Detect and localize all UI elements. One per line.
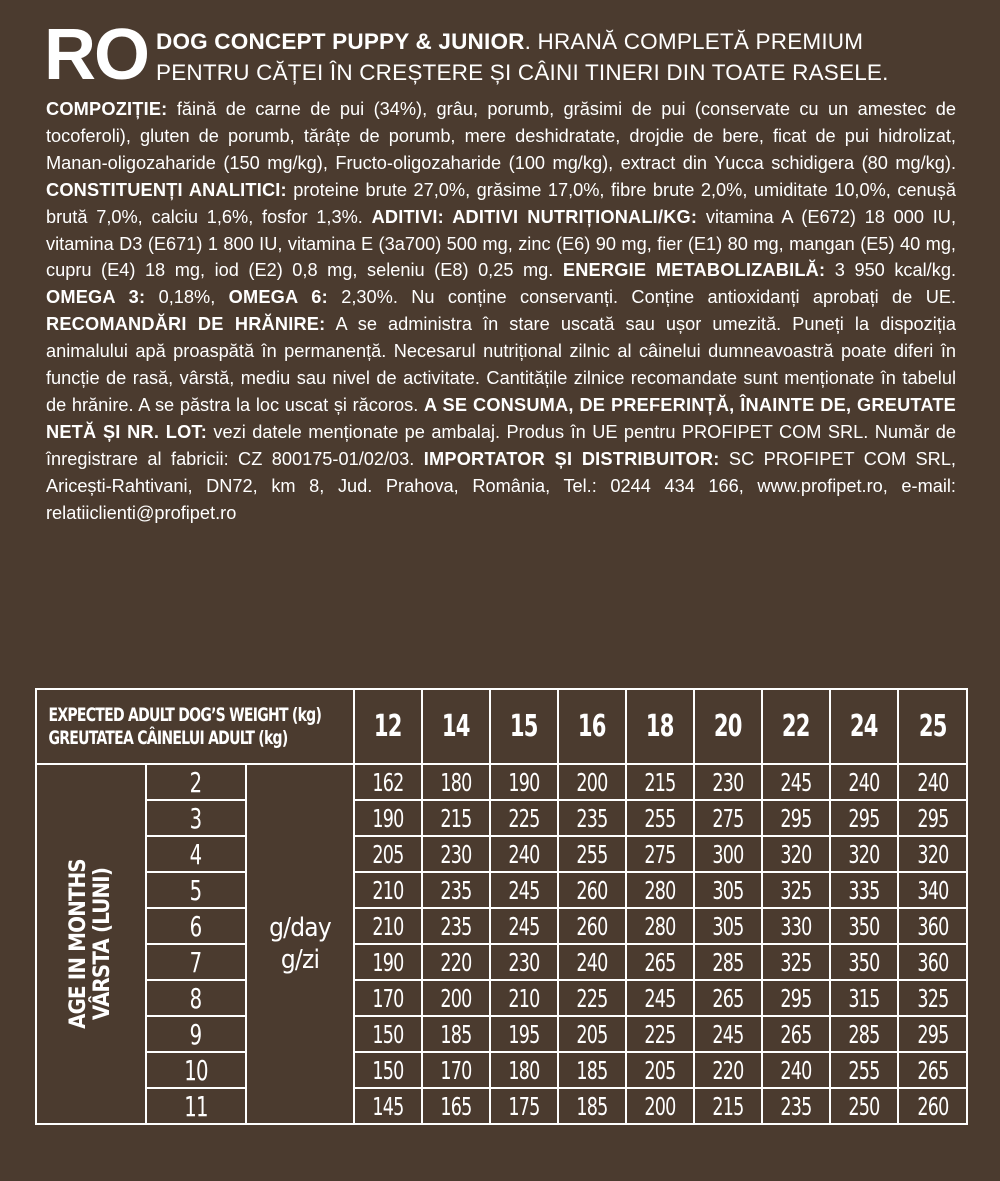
- feeding-label: RECOMANDĂRI DE HRĂNIRE:: [46, 314, 326, 335]
- table-row: [36, 836, 967, 872]
- portion-cell: [830, 1016, 898, 1052]
- weight-column-header: [558, 689, 626, 764]
- portion-cell: [558, 872, 626, 908]
- weight-value: 15: [510, 709, 538, 744]
- portion-value: 320: [848, 839, 880, 869]
- portion-cell: [354, 980, 422, 1016]
- portion-cell: [694, 1088, 762, 1124]
- portion-value: 240: [508, 839, 540, 869]
- age-cell: [146, 1052, 246, 1088]
- portion-value: 240: [916, 767, 949, 797]
- weight-column-header: [898, 689, 967, 764]
- age-value: 7: [190, 945, 202, 979]
- portion-value: 245: [712, 1019, 744, 1049]
- portion-cell: [694, 764, 762, 800]
- portion-value: 180: [508, 1055, 540, 1085]
- title-part-2: PENTRU CĂȚEI ÎN CREȘTERE ȘI CÂINI TINERI DIN TOATE RASELE.: [156, 60, 889, 85]
- portion-value: 295: [916, 1019, 949, 1049]
- portion-cell: [762, 944, 830, 980]
- portion-cell: [898, 1016, 967, 1052]
- portion-cell: [898, 980, 967, 1016]
- portion-value: 245: [780, 767, 812, 797]
- omega3-label: OMEGA 3:: [46, 287, 146, 308]
- weight-column-header: [490, 689, 558, 764]
- portion-value: 280: [644, 911, 676, 941]
- label-body-text: [46, 96, 956, 527]
- age-value: 3: [190, 801, 202, 835]
- age-value: 10: [184, 1053, 208, 1087]
- portion-cell: [490, 764, 558, 800]
- portion-cell: [490, 908, 558, 944]
- portion-value: 350: [848, 911, 880, 941]
- portion-value: 300: [712, 839, 744, 869]
- portion-value: 245: [508, 911, 540, 941]
- portion-value: 250: [848, 1091, 880, 1121]
- portion-value: 295: [780, 983, 812, 1013]
- portion-value: 260: [916, 1091, 949, 1121]
- portion-value: 145: [372, 1091, 404, 1121]
- portion-value: 305: [712, 911, 744, 941]
- weight-value: 16: [578, 709, 606, 744]
- importer-label: IMPORTATOR ȘI DISTRIBUITOR:: [423, 448, 720, 469]
- age-cell: [146, 800, 246, 836]
- portion-value: 260: [576, 911, 608, 941]
- portion-cell: [626, 764, 694, 800]
- portion-value: 180: [440, 767, 472, 797]
- portion-value: 165: [440, 1091, 472, 1121]
- table-row: [36, 872, 967, 908]
- table-row: [36, 764, 967, 800]
- portion-value: 280: [644, 875, 676, 905]
- weight-header-ro: GREUTATEA CÂINELUI ADULT (kg): [48, 726, 288, 749]
- title-part-1: . HRANĂ COMPLETĂ PREMIUM: [524, 29, 864, 54]
- portion-cell: [626, 944, 694, 980]
- portion-cell: [626, 1052, 694, 1088]
- portion-value: 230: [508, 947, 540, 977]
- portion-value: 330: [780, 911, 812, 941]
- portion-value: 260: [576, 875, 608, 905]
- portion-value: 185: [576, 1091, 608, 1121]
- portion-value: 275: [644, 839, 676, 869]
- portion-value: 275: [712, 803, 744, 833]
- table-header-row: [36, 689, 967, 764]
- portion-value: 170: [440, 1055, 472, 1085]
- portion-value: 230: [712, 767, 744, 797]
- portion-cell: [626, 1016, 694, 1052]
- portion-cell: [830, 800, 898, 836]
- portion-cell: [694, 836, 762, 872]
- portion-cell: [898, 908, 967, 944]
- age-cell: [146, 944, 246, 980]
- weight-value: 20: [714, 709, 742, 744]
- weight-column-header: [694, 689, 762, 764]
- portion-value: 295: [780, 803, 812, 833]
- portion-cell: [762, 836, 830, 872]
- age-cell: [146, 1088, 246, 1124]
- portion-value: 200: [576, 767, 608, 797]
- portion-value: 190: [508, 767, 540, 797]
- portion-cell: [558, 944, 626, 980]
- portion-cell: [490, 1088, 558, 1124]
- portion-cell: [354, 836, 422, 872]
- portion-value: 295: [916, 803, 949, 833]
- weight-column-header: [422, 689, 490, 764]
- age-value: 4: [190, 837, 202, 871]
- portion-value: 325: [780, 947, 812, 977]
- weight-value: 22: [782, 709, 810, 744]
- age-cell: [146, 764, 246, 800]
- portion-cell: [422, 800, 490, 836]
- age-value: 11: [184, 1089, 208, 1123]
- table-row: [36, 944, 967, 980]
- portion-cell: [830, 1052, 898, 1088]
- portion-cell: [558, 980, 626, 1016]
- age-axis-label: [36, 764, 146, 1124]
- portion-cell: [762, 1052, 830, 1088]
- weight-value: 25: [918, 709, 947, 744]
- portion-cell: [762, 1016, 830, 1052]
- portion-value: 215: [712, 1091, 744, 1121]
- portion-cell: [694, 872, 762, 908]
- portion-cell: [490, 1052, 558, 1088]
- portion-cell: [422, 836, 490, 872]
- portion-cell: [830, 836, 898, 872]
- portion-cell: [762, 800, 830, 836]
- portion-cell: [762, 764, 830, 800]
- weight-value: 24: [850, 709, 878, 744]
- portion-cell: [898, 836, 967, 872]
- portion-cell: [830, 764, 898, 800]
- portion-cell: [830, 980, 898, 1016]
- portion-value: 350: [848, 947, 880, 977]
- age-value: 5: [190, 873, 202, 907]
- energy-text: 3 950 kcal/kg.: [825, 260, 957, 281]
- portion-cell: [490, 980, 558, 1016]
- portion-value: 210: [372, 875, 404, 905]
- portion-value: 150: [372, 1019, 404, 1049]
- portion-cell: [558, 1052, 626, 1088]
- portion-cell: [354, 800, 422, 836]
- portion-value: 210: [508, 983, 540, 1013]
- portion-value: 190: [372, 947, 404, 977]
- product-name: DOG CONCEPT PUPPY & JUNIOR: [156, 29, 525, 54]
- portion-cell: [898, 800, 967, 836]
- portion-cell: [898, 872, 967, 908]
- portion-value: 162: [372, 767, 404, 797]
- portion-value: 320: [780, 839, 812, 869]
- composition-text: făină de carne de pui (34%), grâu, porumb, grăsimi de pui (conservate cu un amestec de tocoferoli), gluten de porumb, tărâțe de porumb, mere deshidratate, drojdie de bere, ficat de pui hidrolizat, Manan-oligozaharide (150 mg/kg), Fructo-oligozaharide (100 mg/kg), extract din Yucca schidigera (80 mg/kg).: [46, 99, 956, 173]
- age-value: 9: [190, 1017, 202, 1051]
- portion-cell: [354, 764, 422, 800]
- portion-value: 240: [848, 767, 880, 797]
- age-cell: [146, 908, 246, 944]
- portion-cell: [354, 1052, 422, 1088]
- portion-value: 170: [372, 983, 404, 1013]
- portion-value: 285: [848, 1019, 880, 1049]
- portion-cell: [626, 872, 694, 908]
- portion-cell: [354, 1088, 422, 1124]
- portion-cell: [558, 800, 626, 836]
- weight-header-cell: [36, 689, 354, 764]
- portion-cell: [558, 836, 626, 872]
- portion-cell: [694, 1016, 762, 1052]
- portion-cell: [422, 980, 490, 1016]
- portion-value: 265: [644, 947, 676, 977]
- bestbefore-label: A SE CONSUMA, DE PREFERINȚĂ, ÎNAINTE DE, GREUTATE NETĂ ȘI NR. LOT:: [46, 394, 956, 442]
- unit-en: g/day: [269, 913, 331, 943]
- portion-value: 185: [440, 1019, 472, 1049]
- portion-cell: [354, 944, 422, 980]
- portion-value: 225: [576, 983, 608, 1013]
- age-axis-text: [67, 859, 115, 1029]
- portion-cell: [490, 944, 558, 980]
- portion-value: 225: [644, 1019, 676, 1049]
- label-header: [44, 15, 974, 95]
- analytical-text: proteine brute 27,0%, grăsime 17,0%, fibre brute 2,0%, umiditate 10,0%, cenușă brută 7,0%, calciu 1,6%, fosfor 1,3%.: [46, 179, 956, 227]
- portion-cell: [626, 980, 694, 1016]
- portion-cell: [626, 800, 694, 836]
- portion-value: 220: [440, 947, 472, 977]
- age-label-en: AGE IN MONTHS: [66, 859, 91, 1029]
- portion-value: 215: [440, 803, 472, 833]
- additives-text: vitamina A (E672) 18 000 IU, vitamina D3 (E671) 1 800 IU, vitamina E (3a700) 500 mg, zinc (E6) 90 mg, fier (E1) 80 mg, mangan (E5) 40 mg, cupru (E4) 18 mg, iod (E2) 0,8 mg, seleniu (E8) 0,25 mg.: [46, 206, 956, 281]
- portion-value: 205: [372, 839, 404, 869]
- table-row: [36, 800, 967, 836]
- weight-column-header: [354, 689, 422, 764]
- portion-value: 340: [916, 875, 949, 905]
- portion-value: 220: [712, 1055, 744, 1085]
- portion-cell: [626, 1088, 694, 1124]
- portion-value: 325: [916, 983, 949, 1013]
- portion-cell: [558, 764, 626, 800]
- weight-column-header: [626, 689, 694, 764]
- weight-header-label: [37, 703, 322, 750]
- portion-value: 235: [576, 803, 608, 833]
- portion-cell: [762, 872, 830, 908]
- importer-text: SC PROFIPET COM SRL, Aricești-Rahtivani, DN72, km 8, Jud. Prahova, România, Tel.: 0244 434 166, www.profipet.ro, e-mail: relatiiclienti@profipet.ro: [46, 448, 956, 523]
- portion-value: 195: [508, 1019, 540, 1049]
- portion-cell: [422, 872, 490, 908]
- portion-value: 185: [576, 1055, 608, 1085]
- omega6-text: 2,30%. Nu conține conservanți. Conține antioxidanți aprobați de UE.: [327, 287, 957, 308]
- portion-cell: [490, 800, 558, 836]
- bestbefore-text: vezi datele menționate pe ambalaj. Produs în UE pentru PROFIPET COM SRL. Număr de înregistrare al fabricii: CZ 800175-01/02/03.: [46, 421, 956, 469]
- portion-cell: [898, 1052, 967, 1088]
- feeding-text: A se administra în stare uscată sau ușor umezită. Puneți la dispoziția animalului apă proaspătă în permanență. Necesarul nutrițional zilnic al câinelui dumneavoastră poate diferi în funcție de rasă, vârstă, mediu sau nivel de activitate. Cantitățile zilnice recomandate sunt menționate în tabelul de hrănire. A se păstra la loc uscat și răcoros.: [46, 314, 956, 415]
- portion-value: 265: [780, 1019, 812, 1049]
- portion-value: 210: [372, 911, 404, 941]
- portion-cell: [490, 872, 558, 908]
- portion-cell: [354, 1016, 422, 1052]
- portion-cell: [830, 908, 898, 944]
- portion-value: 255: [644, 803, 676, 833]
- portion-cell: [830, 944, 898, 980]
- portion-value: 285: [712, 947, 744, 977]
- language-code: RO: [44, 15, 148, 95]
- portion-cell: [898, 944, 967, 980]
- portion-cell: [694, 908, 762, 944]
- portion-cell: [558, 1016, 626, 1052]
- table-row: [36, 908, 967, 944]
- portion-cell: [626, 908, 694, 944]
- portion-value: 245: [508, 875, 540, 905]
- product-title: [156, 26, 976, 88]
- age-value: 6: [190, 909, 202, 943]
- portion-cell: [558, 908, 626, 944]
- age-value: 8: [190, 981, 202, 1015]
- portion-value: 235: [780, 1091, 812, 1121]
- portion-value: 215: [644, 767, 676, 797]
- portion-cell: [626, 836, 694, 872]
- portion-value: 240: [576, 947, 608, 977]
- feeding-table-wrap: [35, 688, 966, 1149]
- age-cell: [146, 836, 246, 872]
- portion-value: 360: [916, 947, 949, 977]
- portion-cell: [830, 872, 898, 908]
- energy-label: ENERGIE METABOLIZABILĂ:: [562, 260, 826, 281]
- portion-cell: [422, 1016, 490, 1052]
- age-cell: [146, 872, 246, 908]
- portion-cell: [422, 1052, 490, 1088]
- portion-value: 150: [372, 1055, 404, 1085]
- age-value: 2: [190, 765, 202, 799]
- portion-value: 235: [440, 875, 472, 905]
- portion-cell: [694, 800, 762, 836]
- portion-value: 225: [508, 803, 540, 833]
- portion-cell: [762, 908, 830, 944]
- portion-cell: [830, 1088, 898, 1124]
- weight-value: 18: [646, 709, 674, 744]
- portion-value: 235: [440, 911, 472, 941]
- portion-cell: [558, 1088, 626, 1124]
- portion-value: 245: [644, 983, 676, 1013]
- unit-ro: g/zi: [280, 945, 320, 975]
- omega3-text: 0,18%,: [145, 287, 229, 308]
- weight-column-header: [762, 689, 830, 764]
- portion-cell: [762, 1088, 830, 1124]
- table-row: [36, 980, 967, 1016]
- portion-value: 335: [848, 875, 880, 905]
- portion-value: 190: [372, 803, 404, 833]
- portion-value: 320: [916, 839, 949, 869]
- omega6-label: OMEGA 6:: [228, 287, 328, 308]
- portion-cell: [354, 908, 422, 944]
- table-row: [36, 1052, 967, 1088]
- table-row: [36, 1088, 967, 1124]
- portion-cell: [898, 764, 967, 800]
- portion-value: 175: [508, 1091, 540, 1121]
- portion-value: 360: [916, 911, 949, 941]
- additives-label: ADITIVI: ADITIVI NUTRIȚIONALI/KG:: [371, 206, 698, 227]
- age-label-ro: VÂRSTA (LUNI): [90, 867, 115, 1021]
- portion-cell: [354, 872, 422, 908]
- table-row: [36, 1016, 967, 1052]
- portion-value: 200: [440, 983, 472, 1013]
- portion-cell: [422, 944, 490, 980]
- age-cell: [146, 1016, 246, 1052]
- portion-cell: [898, 1088, 967, 1124]
- weight-header-en: EXPECTED ADULT DOG’S WEIGHT (kg): [48, 703, 322, 726]
- portion-cell: [422, 908, 490, 944]
- portion-value: 265: [712, 983, 744, 1013]
- portion-cell: [694, 980, 762, 1016]
- portion-value: 305: [712, 875, 744, 905]
- unit-cell: [246, 764, 354, 1124]
- age-cell: [146, 980, 246, 1016]
- portion-value: 255: [848, 1055, 880, 1085]
- weight-column-header: [830, 689, 898, 764]
- portion-value: 240: [780, 1055, 812, 1085]
- weight-value: 14: [442, 709, 470, 744]
- portion-value: 325: [780, 875, 812, 905]
- feeding-table: [35, 688, 968, 1125]
- portion-cell: [762, 980, 830, 1016]
- composition-label: COMPOZIȚIE:: [46, 99, 168, 119]
- portion-cell: [694, 1052, 762, 1088]
- portion-value: 265: [916, 1055, 949, 1085]
- portion-value: 230: [440, 839, 472, 869]
- portion-value: 205: [644, 1055, 676, 1085]
- portion-cell: [490, 1016, 558, 1052]
- portion-cell: [490, 836, 558, 872]
- analytical-label: CONSTITUENȚI ANALITICI:: [46, 179, 287, 200]
- portion-value: 200: [644, 1091, 676, 1121]
- weight-value: 12: [374, 709, 402, 744]
- portion-cell: [422, 764, 490, 800]
- portion-value: 205: [576, 1019, 608, 1049]
- portion-value: 295: [848, 803, 880, 833]
- portion-cell: [694, 944, 762, 980]
- portion-value: 255: [576, 839, 608, 869]
- portion-value: 315: [848, 983, 880, 1013]
- portion-cell: [422, 1088, 490, 1124]
